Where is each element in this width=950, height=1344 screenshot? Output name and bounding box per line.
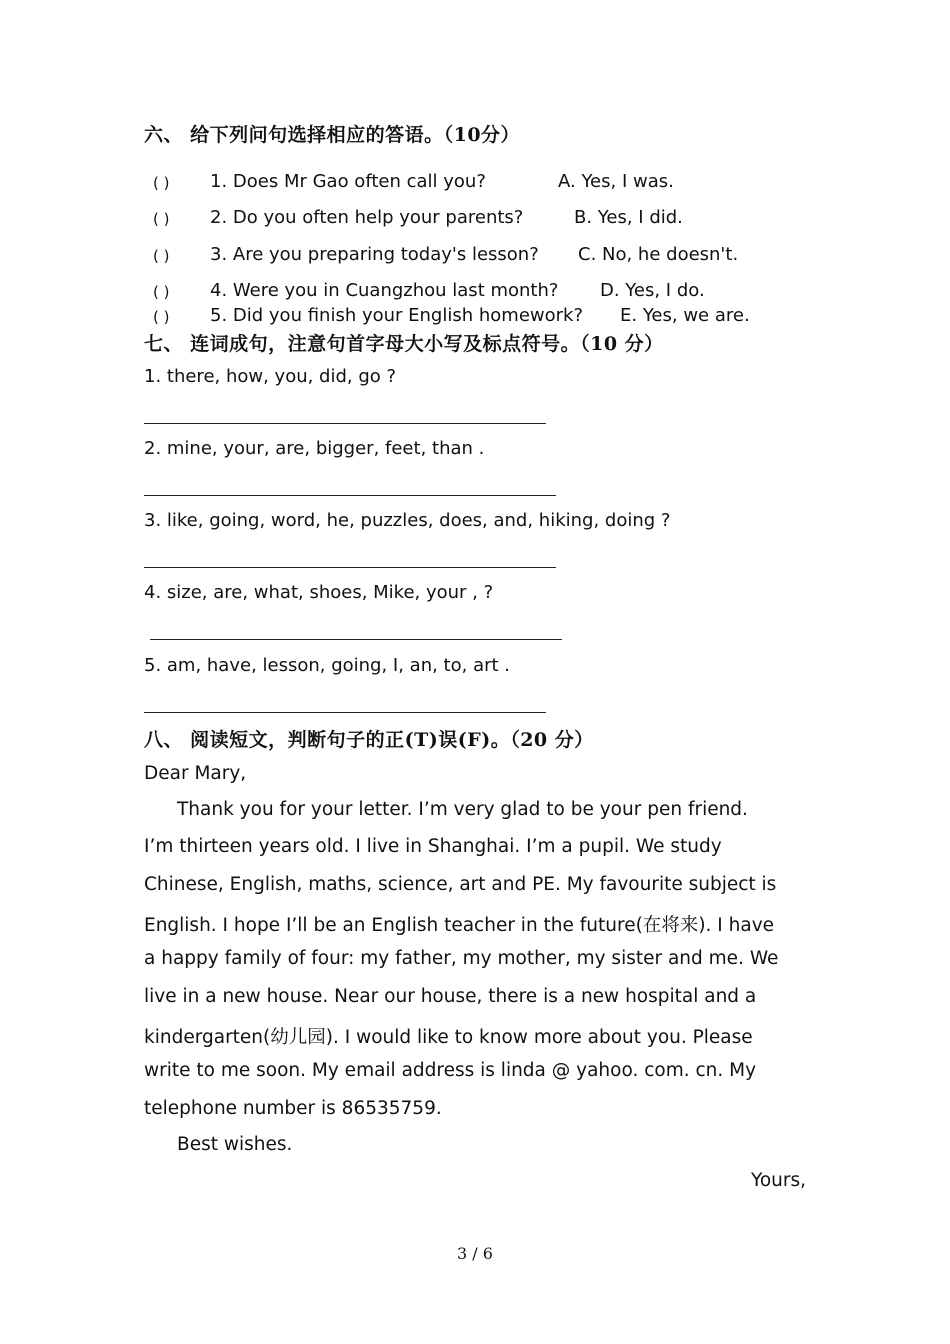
scrambled-words: 1. there, how, you, did, go ? [144,366,397,387]
answer-option: E. Yes, we are. [620,305,750,326]
answer-option: A. Yes, I was. [558,171,674,192]
answer-blank-line[interactable] [144,567,556,568]
answer-blank-line[interactable] [144,712,546,713]
passage-line: a happy family of four: my father, my mother, my sister and me. We [144,948,779,969]
answer-option: C. No, he doesn't. [578,244,739,265]
scrambled-words: 4. size, are, what, shoes, Mike, your , ? [144,582,494,603]
answer-blank-line[interactable] [144,495,556,496]
scrambled-words: 2. mine, your, are, bigger, feet, than . [144,438,485,459]
passage-line: I’m thirteen years old. I live in Shanghai. I’m a pupil. We study [144,836,722,857]
passage-line: write to me soon. My email address is linda @ yahoo. com. cn. My [144,1060,757,1081]
section-8-heading: 八、 阅读短文，判断句子的正(T)误(F)。（20 分） [144,729,594,751]
passage-line: Chinese, English, maths, science, art and PE. My favourite subject is [144,874,777,895]
answer-paren[interactable]: ( ) [153,174,170,192]
answer-option: B. Yes, I did. [574,207,683,228]
section-6-heading: 六、 给下列问句选择相应的答语。（10分） [144,124,521,146]
letter-greeting: Dear Mary, [144,763,247,784]
answer-paren[interactable]: ( ) [153,210,170,228]
passage-line: English. I hope I’ll be an English teacher in the future(在将来). I have [144,915,775,936]
letter-closing: Best wishes. [177,1134,293,1155]
question-text: 4. Were you in Cuangzhou last month? [210,280,559,301]
page-number: 3 / 6 [457,1244,493,1263]
passage-line: Thank you for your letter. I’m very glad to be your pen friend. [177,799,748,820]
scrambled-words: 5. am, have, lesson, going, I, an, to, art . [144,655,511,676]
answer-paren[interactable]: ( ) [153,308,170,326]
letter-signoff: Yours, [750,1170,806,1191]
answer-blank-line[interactable] [150,639,562,640]
passage-line: kindergarten(幼儿园). I would like to know more about you. Please [144,1027,753,1048]
question-text: 1. Does Mr Gao often call you? [210,171,486,192]
question-text: 2. Do you often help your parents? [210,207,524,228]
answer-paren[interactable]: ( ) [153,283,170,301]
question-text: 3. Are you preparing today's lesson? [210,244,539,265]
answer-paren[interactable]: ( ) [153,247,170,265]
answer-blank-line[interactable] [144,423,546,424]
passage-line: live in a new house. Near our house, there is a new hospital and a [144,986,757,1007]
question-text: 5. Did you finish your English homework? [210,305,584,326]
answer-option: D. Yes, I do. [600,280,705,301]
section-7-heading: 七、 连词成句，注意句首字母大小写及标点符号。（10 分） [144,333,664,355]
scrambled-words: 3. like, going, word, he, puzzles, does, and, hiking, doing ? [144,510,671,531]
passage-line: telephone number is 86535759. [144,1098,442,1119]
